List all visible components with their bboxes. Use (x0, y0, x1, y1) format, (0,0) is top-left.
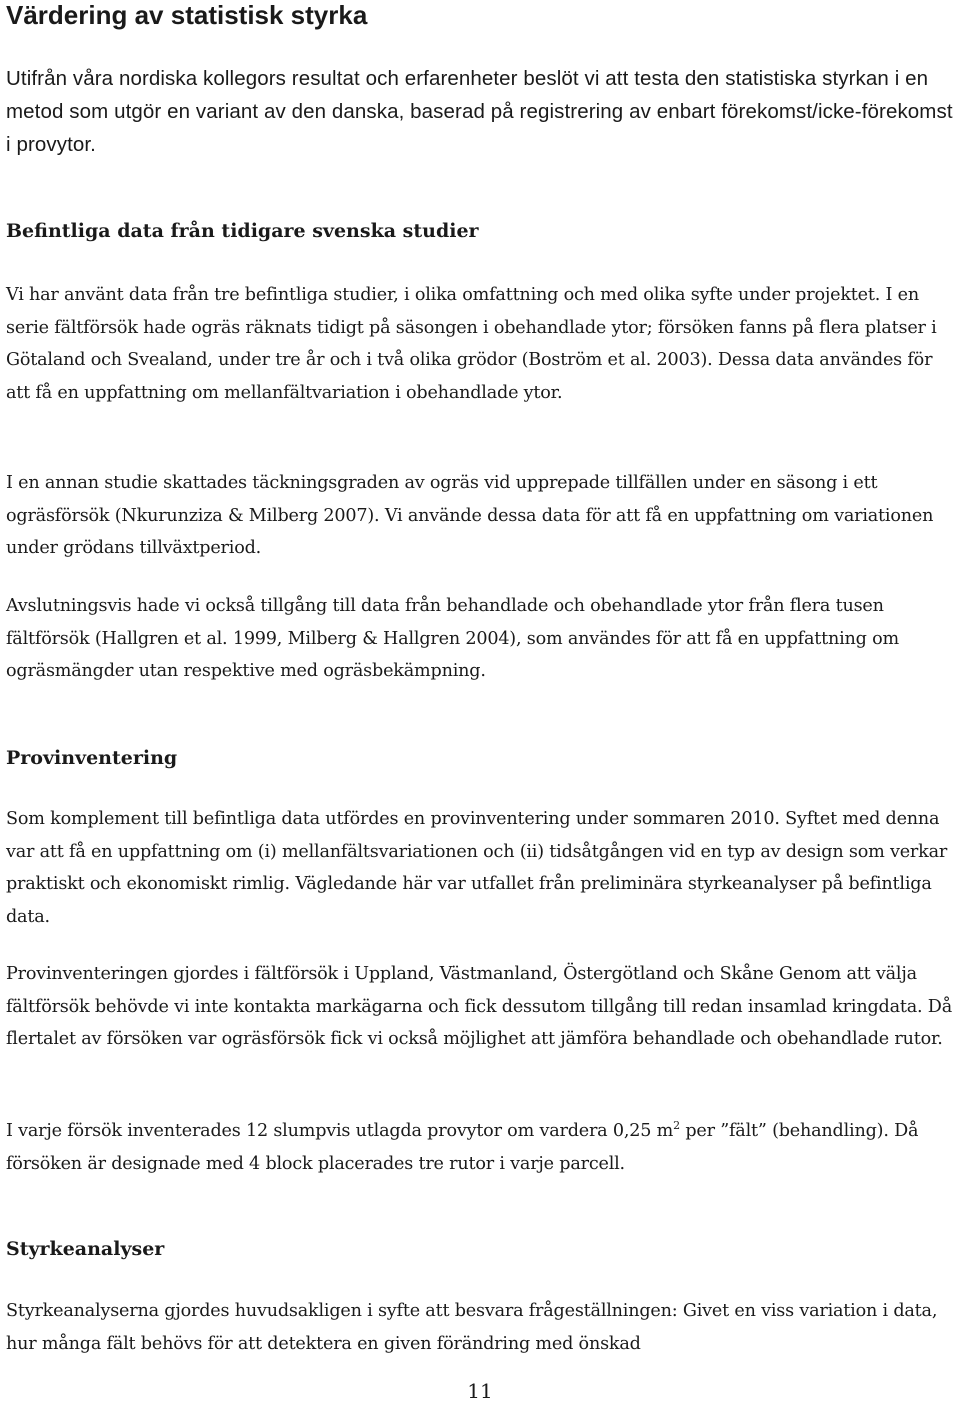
section-heading-provinventering: Provinventering (6, 747, 178, 769)
paragraph-styrkeanalyserna: Styrkeanalyserna gjordes huvudsakligen i syfte att besvara frågeställningen: Givet en viss variation i data, hur många fält behövs för att detektera en given förändring med önskad (6, 1301, 938, 1354)
paragraph-komplement: Som komplement till befintliga data utfördes en provinventering under sommaren 2010. Syftet med denna var att få en uppfattning om (i) mellanfältsvariationen och (ii) tidsåtgången vid en typ av design som verkar praktiskt och ekonomiskt rimlig. Vägledande här var utfallet från preliminära styrkeanalyser på befintliga data. (6, 809, 948, 927)
paragraph-befintliga-studier: Vi har använt data från tre befintliga studier, i olika omfattning och med olika syfte under projektet. I en serie fältförsök hade ogräs räknats tidigt på säsongen i obehandlade ytor; försöken fanns på flera platser i Götaland och Svealand, under tre år och i två olika grödor (Boström et al. 2003). Dessa data användes för att få en uppfattning om mellanfältvariation i obehandlade ytor. (6, 285, 937, 403)
paragraph-annan-studie: I en annan studie skattades täckningsgraden av ogräs vid upprepade tillfällen under en säsong i ett ogräsförsök (Nkurunziza & Milberg 2007). Vi använde dessa data för att få en uppfattning om variationen under grödans tillväxtperiod. (6, 473, 934, 558)
intro-paragraph: Utifrån våra nordiska kollegors resultat och erfarenheter beslöt vi att testa den statistiska styrkan i en metod som utgör en variant av den danska, baserad på registrering av enbart förekomst/icke-förekomst i provytor. (6, 67, 953, 156)
section-heading-styrkeanalyser: Styrkeanalyser (6, 1238, 165, 1260)
page-number: 11 (467, 1379, 493, 1403)
paragraph-avslutningsvis: Avslutningsvis hade vi också tillgång till data från behandlade och obehandlade ytor från flera tusen fältförsök (Hallgren et al. 1999, Milberg & Hallgren 2004), som användes för att få en uppfattning om ogräsmängder utan respektive med ogräsbekämpning. (6, 596, 900, 681)
paragraph-provinventeringen: Provinventeringen gjordes i fältförsök i Uppland, Västmanland, Östergötland och Skåne Genom att välja fältförsök behövde vi inte kontakta markägarna och fick dessutom tillgång till redan insamlad kringdata. Då flertalet av försöken var ogräsförsök fick vi också möjlighet att jämföra behandlade och obehandlade rutor. (6, 964, 953, 1049)
paragraph-varje-forsok (6, 1115, 960, 1180)
paragraph-varje-forsok-part1: I varje försök inventerades 12 slumpvis utlagda provytor om vardera 0,25 m (6, 1121, 674, 1141)
paragraph-varje-forsok-part2: per ”fält” (behandling). Då försöken är designade med 4 block placerades tre rutor i varje parcell. (6, 1121, 919, 1174)
superscript-2: 2 (673, 1119, 680, 1132)
section-heading-befintliga-data: Befintliga data från tidigare svenska studier (6, 220, 479, 242)
page-title: Värdering av statistisk styrka (6, 0, 368, 30)
